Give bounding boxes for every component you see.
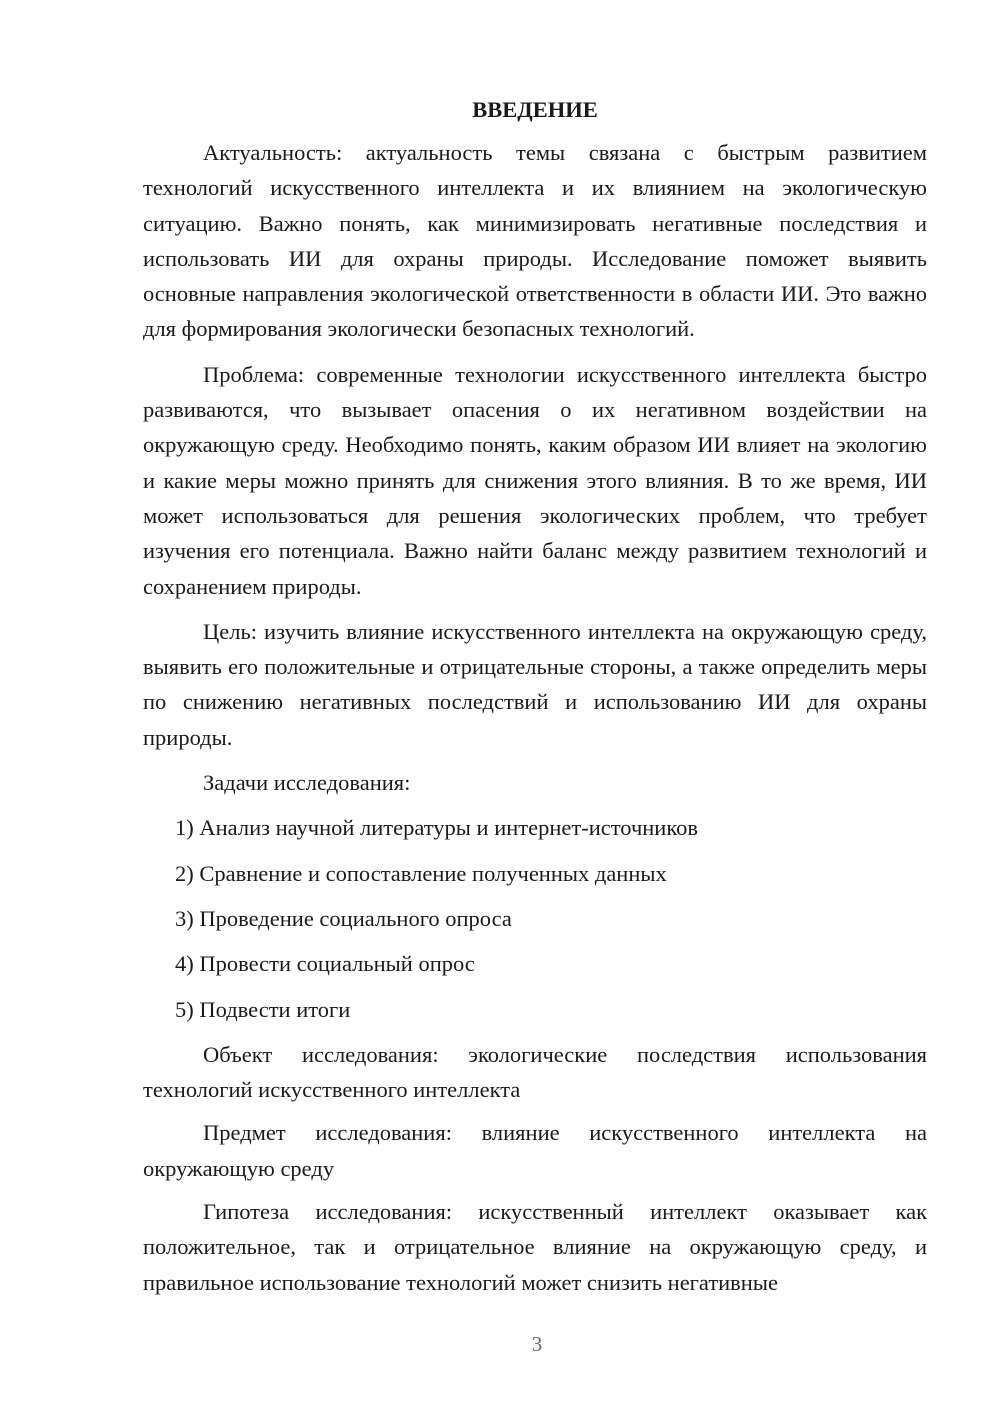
task-item: 4) Провести социальный опрос bbox=[175, 951, 475, 977]
task-item: 5) Подвести итоги bbox=[175, 996, 351, 1022]
task-item: 1) Анализ научной литературы и интернет-источников bbox=[175, 815, 699, 841]
page-content bbox=[143, 91, 927, 1310]
tasks-heading: Задачи исследования: bbox=[203, 770, 411, 796]
section-title: ВВЕДЕНИЕ bbox=[472, 97, 598, 122]
task-item: 2) Сравнение и сопоставление полученных данных bbox=[175, 860, 667, 886]
object-paragraph: Объект исследования: экологические последствия использования технологий искусственного интеллекта bbox=[143, 1041, 927, 1103]
problem-paragraph: Проблема: современные технологии искусственного интеллекта быстро развиваются, что вызывает опасения о их негативном воздействии на окружающую среду. Необходимо понять, каким образом ИИ влияет на экологию и какие меры можно принять для снижения этого влияния. В то же время, ИИ может использоваться для решения экологических проблем, что требует изучения его потенциала. Важно найти баланс между развитием технологий и сохранением природы. bbox=[143, 361, 927, 599]
goal-paragraph: Цель: изучить влияние искусственного интеллекта на окружающую среду, выявить его положительные и отрицательные стороны, а также определить меры по снижению негативных последствий и использованию ИИ для охраны природы. bbox=[143, 618, 927, 750]
relevance-paragraph: Актуальность: актуальность темы связана с быстрым развитием технологий искусственного интеллекта и их влиянием на экологическую ситуацию. Важно понять, как минимизировать негативные последствия и использовать ИИ для охраны природы. Исследование поможет выявить основные направления экологической ответственности в области ИИ. Это важно для формирования экологически безопасных технологий. bbox=[143, 140, 927, 342]
page-number: 3 bbox=[531, 1332, 543, 1356]
task-item: 3) Проведение социального опроса bbox=[175, 905, 512, 931]
tasks-list bbox=[143, 810, 927, 1026]
hypothesis-paragraph: Гипотеза исследования: искусственный интеллект оказывает как положительное, так и отрицательное влияние на окружающую среду, и правильное использование технологий может снизить негативные bbox=[143, 1199, 927, 1295]
subject-paragraph: Предмет исследования: влияние искусственного интеллекта на окружающую среду bbox=[143, 1120, 927, 1181]
